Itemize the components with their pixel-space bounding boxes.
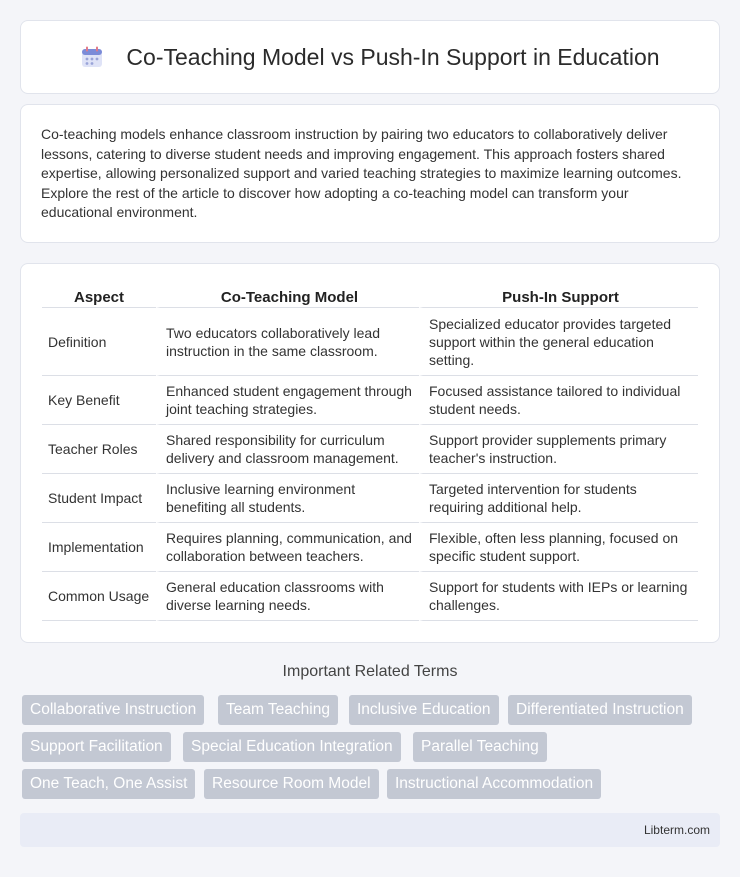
related-term-tag[interactable]: Support Facilitation [22, 732, 171, 762]
header-co-teaching: Co-Teaching Model [156, 284, 419, 308]
co-teaching-cell: General education classrooms with diverse learning needs. [156, 572, 419, 621]
row-aspect: Teacher Roles [42, 425, 156, 474]
table-row [42, 474, 698, 523]
page-title: Co-Teaching Model vs Push-In Support in Education [126, 43, 660, 70]
intro-paragraph: Co-teaching models enhance classroom instruction by pairing two educators to collaboratively deliver lessons, catering to diverse student needs and improving engagement. This approach fosters shared expertise, allowing personalized support and varied teaching strategies to maximize learning outcomes. Explore the rest of the article to discover how adopting a co-teaching model can transform your educational environment. [41, 126, 682, 220]
table-header-row [42, 284, 698, 308]
co-teaching-cell: Shared responsibility for curriculum delivery and classroom management. [156, 425, 419, 474]
related-term-tag[interactable]: Special Education Integration [183, 732, 401, 762]
table-row [42, 425, 698, 474]
footer-site-link[interactable]: Libterm.com [643, 823, 710, 837]
related-terms-title: Important Related Terms [282, 663, 458, 680]
related-term-tag[interactable]: Inclusive Education [349, 695, 499, 725]
co-teaching-cell: Two educators collaboratively lead instruction in the same classroom. [156, 308, 419, 376]
related-term-tag[interactable]: Collaborative Instruction [22, 695, 204, 725]
push-in-cell: Specialized educator provides targeted support within the general education setting. [419, 308, 698, 376]
header-aspect: Aspect [42, 284, 156, 308]
table-row [42, 376, 698, 425]
comparison-table [42, 284, 698, 621]
intro-card [20, 104, 720, 243]
footer [20, 813, 720, 847]
header-push-in: Push-In Support [419, 284, 698, 308]
row-aspect: Definition [42, 308, 156, 376]
push-in-cell: Flexible, often less planning, focused on specific student support. [419, 523, 698, 572]
row-aspect: Key Benefit [42, 376, 156, 425]
push-in-cell: Support provider supplements primary teacher's instruction. [419, 425, 698, 474]
push-in-cell: Targeted intervention for students requiring additional help. [419, 474, 698, 523]
row-aspect: Student Impact [42, 474, 156, 523]
header-card [20, 20, 720, 94]
push-in-cell: Support for students with IEPs or learning challenges. [419, 572, 698, 621]
table-row [42, 572, 698, 621]
related-term-tag[interactable]: Resource Room Model [204, 769, 379, 799]
related-term-tag[interactable]: Team Teaching [218, 695, 338, 725]
table-row [42, 523, 698, 572]
related-term-tag[interactable]: One Teach, One Assist [22, 769, 195, 799]
comparison-card [20, 263, 720, 643]
calendar-icon [80, 45, 104, 69]
related-term-tag[interactable]: Parallel Teaching [413, 732, 547, 762]
related-term-tag[interactable]: Differentiated Instruction [508, 695, 692, 725]
table-row [42, 308, 698, 376]
row-aspect: Implementation [42, 523, 156, 572]
related-term-tag[interactable]: Instructional Accommodation [387, 769, 601, 799]
co-teaching-cell: Requires planning, communication, and collaboration between teachers. [156, 523, 419, 572]
co-teaching-cell: Inclusive learning environment benefiting all students. [156, 474, 419, 523]
push-in-cell: Focused assistance tailored to individual student needs. [419, 376, 698, 425]
row-aspect: Common Usage [42, 572, 156, 621]
co-teaching-cell: Enhanced student engagement through joint teaching strategies. [156, 376, 419, 425]
